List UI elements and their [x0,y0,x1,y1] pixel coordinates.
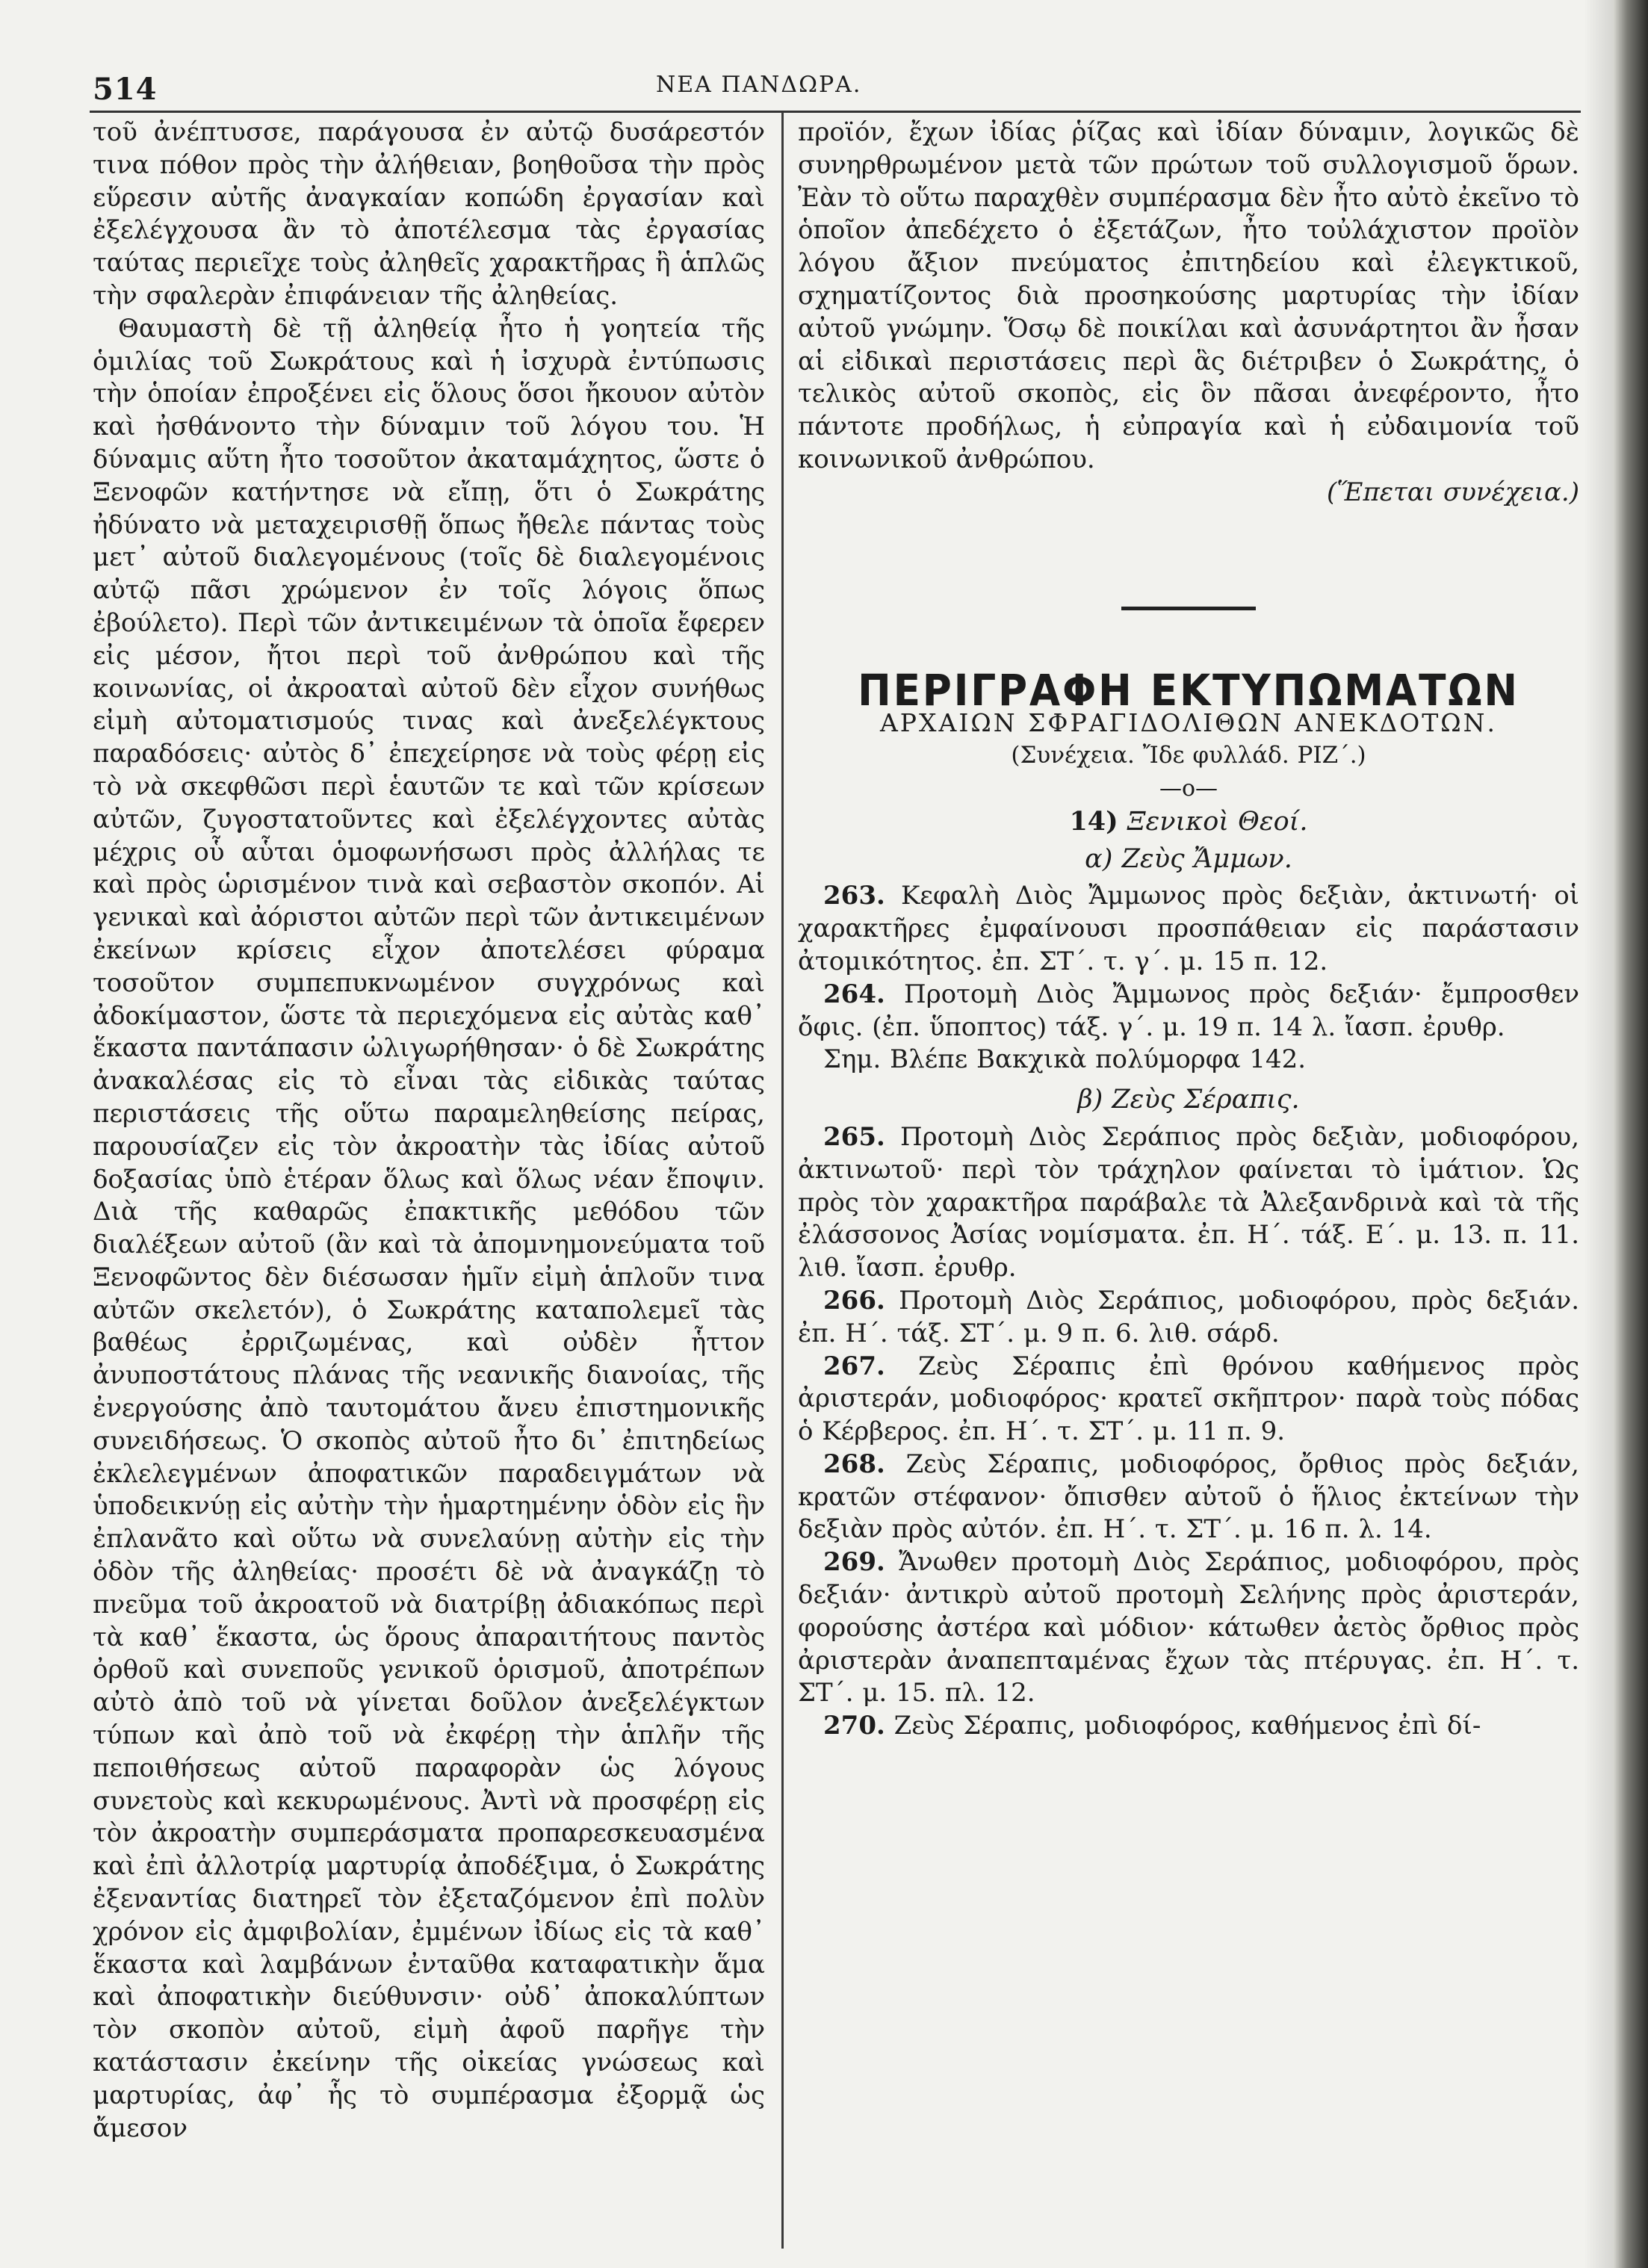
entry-text: Προτομὴ Διὸς Σεράπιος πρὸς δεξιὰν, μοδιοφόρου, ἀκτινωτοῦ· περὶ τὸν τράχηλον φαίνεται τὸ ἱμάτιον. Ὡς πρὸς τὸν χαρακτῆρα παράβαλε τὰ Ἀλεξανδρινὰ καὶ τὰ τῆς ἐλάσσονος Ἀσίας νομίσματα. ἐπ. Η΄. τάξ. Ε΄. μ. 13. π. 11. λιθ. ἴασπ. ἐρυθρ. [798,1121,1579,1283]
entry-number: 263. [823,881,885,911]
entry-text: Ζεὺς Σέραπις ἐπὶ θρόνου καθήμενος πρὸς ἀριστεράν, μοδιοφόρος· κρατεῖ σκῆπτρον· παρὰ τοὺς πόδας ὁ Κέρβερος. ἐπ. Η΄. τ. ΣΤ΄. μ. 11 π. 9. [798,1351,1579,1447]
catalog-entry [798,1121,1579,1285]
entry-text: Προτομὴ Διὸς Σεράπιος, μοδιοφόρου, πρὸς δεξιάν. ἐπ. Η΄. τάξ. ΣΤ΄. μ. 9 π. 6. λιθ. σάρδ. [798,1285,1579,1348]
right-column [798,117,1579,1743]
section-rule [1121,607,1256,610]
entry-text: Κεφαλὴ Διὸς Ἄμμωνος πρὸς δεξιὰν, ἀκτινωτή· οἱ χαρακτῆρες ἐμφαίνουσι προσπάθειαν εἰς παράστασιν ἀτομικότητος. ἐπ. ΣΤ΄. τ. γ΄. μ. 15 π. 12. [798,881,1579,976]
entry-text: Ἄνωθεν προτομὴ Διὸς Σεράπιος, μοδιοφόρου, πρὸς δεξιάν· ἀντικρὺ αὐτοῦ προτομὴ Σελήνης πρὸς ἀριστεράν, φορούσης ἀστέρα καὶ μόδιον· κάτωθεν ἀετὸς ὄρθιος πρὸς ἀριστερὰν ἀναπεπταμένας ἔχων τὰς πτέρυγας. ἐπ. Η΄. τ. ΣΤ΄. μ. 15. πλ. 12. [798,1547,1579,1708]
to-be-continued-note: (Ἕπεται συνέχεια.) [1327,477,1579,507]
entry-text: Ζεὺς Σέραπις, μοδιοφόρος, ὄρθιος πρὸς δεξιάν, κρατῶν στέφανον· ὄπισθεν αὐτοῦ ὁ ἥλιος ἐκτείνων τὴν δεξιὰν πρὸς αὐτόν. ἐπ. Η΄. τ. ΣΤ΄. μ. 16 π. λ. 14. [798,1449,1579,1545]
header-rule [90,111,1581,113]
page-number: 514 [93,72,158,107]
entry-number: 268. [823,1449,885,1479]
category-title: Ξενικοὶ Θεοί. [1127,806,1308,837]
page-gutter-shadow [1584,0,1614,2268]
subcategory-heading-b: β) Ζεὺς Σέραπις. [1077,1085,1300,1115]
column-divider [781,112,784,2249]
catalog-entry [798,1285,1579,1351]
paragraph: τοῦ ἀνέπτυσσε, παράγουσα ἐν αὐτῷ δυσάρεστόν τινα πόθον πρὸς τὴν ἀλήθειαν, βοηθοῦσα τὴν πρὸς εὕρεσιν αὐτῆς ἀναγκαίαν κοπώδη ἐργασίαν καὶ ἐξελέγχουσα ἂν τὸ ἀποτέλεσμα τὰς ἐργασίας ταύτας περιεῖχε τοὺς ἀληθεῖς χαρακτῆρας ἢ ἁπλῶς τὴν σφαλερὰν ἐπιφάνειαν τῆς ἀληθείας. [93,117,765,311]
category-number: 14) [1069,805,1118,837]
entry-text: Προτομὴ Διὸς Ἄμμωνος πρὸς δεξιάν· ἔμπροσθεν ὄφις. (ἐπ. ὕποπτος) τάξ. γ΄. μ. 19 π. 14 λ. ἴασπ. ἐρυθρ. [798,979,1580,1042]
catalog-entry [798,1351,1579,1449]
book-spine-edge [1614,0,1648,2268]
entry-number: 266. [823,1285,885,1316]
note: Σημ. Βλέπε Βακχικὰ πολύμορφα 142. [823,1044,1307,1075]
entry-number: 265. [823,1121,885,1152]
entry-text: Ζεὺς Σέραπις, μοδιοφόρος, καθήμενος ἐπὶ δί- [893,1711,1481,1741]
catalog-entry [798,1546,1579,1710]
subcategory-heading-a: α) Ζεὺς Ἄμμων. [1085,843,1292,874]
paragraph: προϊόν, ἔχων ἰδίας ῥίζας καὶ ἰδίαν δύναμιν, λογικῶς δὲ συνηρθρωμένον μετὰ τῶν πρώτων τοῦ συλλογισμοῦ ὅρων. Ἐὰν τὸ οὕτω παραχθὲν συμπέρασμα δὲν ἦτο αὐτὸ ἐκεῖνο τὸ ὁποῖον ἀπεδέχετο ὁ ἐξετάζων, ἦτο τοὐλάχιστον προϊὸν λόγου ἄξιον πνεύματος ἐπιτηδείου καὶ ἐλεγκτικοῦ, σχηματίζοντος διὰ προσηκούσης μαρτυρίας τὴν ἰδίαν αὐτοῦ γνώμην. Ὅσῳ δὲ ποικίλαι καὶ ἀσυνάρτητοι ἂν ἦσαν αἱ εἰδικαὶ περιστάσεις περὶ ἃς διέτριβεν ὁ Σωκράτης, ὁ τελικὸς αὐτοῦ σκοπὸς, εἰς ὃν πᾶσαι ἀνεφέροντο, ἦτο πάντοτε προδήλως, ἡ εὐπραγία καὶ ἡ εὐδαιμονία τοῦ κοινωνικοῦ ἀνθρώπου. [798,117,1579,474]
paragraph: Θαυμαστὴ δὲ τῇ ἀληθείᾳ ἦτο ἡ γοητεία τῆς ὁμιλίας τοῦ Σωκράτους καὶ ἡ ἰσχυρὰ ἐντύπωσις τὴν ὁποίαν ἐπροξένει εἰς ὅλους ὅσοι ἤκουον αὐτὸν καὶ ἠσθάνοντο τὴν δύναμιν τοῦ λόγου του. Ἡ δύναμις αὕτη ἦτο τοσοῦτον ἀκαταμάχητος, ὥστε ὁ Ξενοφῶν κατήντησε νὰ εἴπῃ, ὅτι ὁ Σωκράτης ἠδύνατο νὰ μεταχειρισθῇ ὅπως ἤθελε πάντας τοὺς μετ᾽ αὐτοῦ διαλεγομένους (τοῖς δὲ διαλεγομένοις αὐτῷ πᾶσι χρώμενον ἐν τοῖς λόγοις ὅπως ἐβούλετο). Περὶ τῶν ἀντικειμένων τὰ ὁποῖα ἔφερεν εἰς μέσον, ἤτοι περὶ τοῦ ἀνθρώπου καὶ τῆς κοινωνίας, οἱ ἀκροαταὶ αὐτοῦ δὲν εἶχον συνήθως εἰμὴ αὐτοματισμούς τινας καὶ ἀνεξελέγκτους παραδόσεις· αὐτὸς δ᾽ ἐπεχείρησε νὰ τοὺς φέρῃ εἰς τὸ νὰ σκεφθῶσι περὶ ἑαυτῶν τε καὶ τῶν κρίσεων αὐτῶν, ζυγοστατοῦντες καὶ ἐξελέγχοντες αὐτὰς μέχρις οὗ αὗται ὁμοφωνήσωσι πρὸς ἀλλήλας τε καὶ πρὸς ὡρισμένον τινὰ καὶ σεβαστὸν σκοπόν. Αἱ γενικαὶ καὶ ἀόριστοι αὐτῶν περὶ τῶν ἀντικειμένων ἐκείνων κρίσεις εἶχον ἀποτελέσει φύραμα τοσοῦτον συμπεπυκνωμένον συγχρόνως καὶ ἀδοκίμαστον, ὥστε τὰ περιεχόμενα εἰς αὐτὰς καθ᾽ ἕκαστα παντάπασιν ὠλιγωρήθησαν· ὁ δὲ Σωκράτης ἀνακαλέσας εἰς τὸ εἶναι τὰς εἰδικὰς ταύτας περιστάσεις τῆς οὕτω παραμεληθείσης πείρας, παρουσίαζεν εἰς τὸν ἀκροατὴν τὰς ἰδίας αὐτοῦ δοξασίας ὑπὸ ἑτέραν ὅλως καὶ ὅλως νέαν ἔποψιν. Διὰ τῆς καθαρῶς ἐπακτικῆς μεθόδου τῶν διαλέξεων αὐτοῦ (ἂν καὶ τὰ ἀπομνημονεύματα τοῦ Ξενοφῶντος δὲν διέσωσαν ἡμῖν εἰμὴ ἁπλοῦν τινα αὐτῶν σκελετόν), ὁ Σωκράτης καταπολεμεῖ τὰς βαθέως ἐρριζωμένας, καὶ οὐδὲν ἧττον ἀνυποστάτους πλάνας τῆς νεανικῆς διανοίας, τῆς ἐνεργούσης ἀπὸ ταυτομάτου ἄνευ ἐπιστημονικῆς συνειδήσεως. Ὁ σκοπὸς αὐτοῦ ἦτο δι᾽ ἐπιτηδείως ἐκλελεγμένων ἀποφατικῶν παραδειγμάτων νὰ ὑποδεικνύῃ εἰς αὐτὴν τὴν ἡμαρτημένην ὁδὸν εἰς ἣν ἐπλανᾶτο καὶ οὕτω νὰ συνελαύνῃ αὐτὴν εἰς τὴν ὁδὸν τῆς ἀληθείας· προσέτι δὲ νὰ ἀναγκάζῃ τὸ πνεῦμα τοῦ ἀκροατοῦ νὰ διατρίβῃ ἀδιακόπως περὶ τὰ καθ᾽ ἕκαστα, ὡς ὅρους ἀπαραιτήτους παντὸς ὀρθοῦ καὶ συνεποῦς γενικοῦ ὁρισμοῦ, ἀποτρέπων αὐτὸ ἀπὸ τοῦ νὰ γίνεται δοῦλον ἀνεξελέγκτων τύπων καὶ ἀπὸ τοῦ νὰ ἐκφέρῃ τὴν ἁπλῆν τῆς πεποιθήσεως αὐτοῦ παραφορὰν ὡς λόγους συνετοὺς καὶ κεκυρωμένους. Ἀντὶ νὰ προσφέρῃ εἰς τὸν ἀκροατὴν συμπεράσματα προπαρεσκευασμένα καὶ ἐπὶ ἀλλοτρίᾳ μαρτυρίᾳ ἀποδέξιμα, ὁ Σωκράτης ἐξεναντίας διατηρεῖ τὸν ἐξεταζόμενον ἐπὶ πολὺν χρόνον εἰς ἀμφιβολίαν, ἐμμένων ἰδίως εἰς τὰ καθ᾽ ἕκαστα καὶ λαμβάνων ἐνταῦθα καταφατικὴν ἅμα καὶ ἀποφατικὴν διεύθυνσιν· οὐδ᾽ ἀποκαλύπτων τὸν σκοπὸν αὐτοῦ, εἰμὴ ἀφοῦ παρῆγε τὴν κατάστασιν ἐκείνην τῆς οἰκείας γνώσεως καὶ μαρτυρίας, ἀφ᾽ ἧς τὸ συμπέρασμα ἐξορμᾷ ὡς ἄμεσον [93,313,765,2143]
section-reference: (Συνέχεια. Ἴδε φυλλάδ. ΡΙΖ΄.) [1011,742,1366,769]
catalog-entry [798,979,1579,1044]
entry-number: 264. [823,979,885,1009]
category-heading [798,805,1579,839]
entry-number: 270. [823,1711,885,1741]
section-title: ΠΕΡΙΓΡΑΦΗ ΕΚΤΥΠΩΜΑΤΩΝ [858,664,1520,716]
running-head-title: ΝΕΑ ΠΑΝΔΩΡΑ. [656,72,862,98]
section-divider: —o— [1159,775,1218,802]
entry-number: 267. [823,1351,885,1381]
catalog-entry [798,1449,1579,1546]
section-subtitle: ΑΡΧΑΙΩΝ ΣΦΡΑΓΙΔΟΛΙΘΩΝ ΑΝΕΚΔΟΤΩΝ. [879,708,1498,738]
left-column [93,117,765,2145]
catalog-entry [798,1710,1579,1743]
entry-number: 269. [823,1547,885,1578]
catalog-entry [798,880,1579,978]
